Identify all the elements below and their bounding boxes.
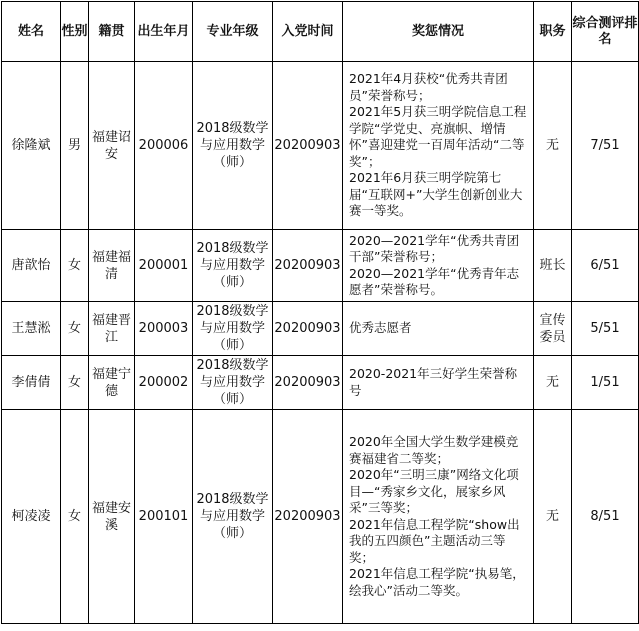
header-major: 专业年级 (193, 2, 273, 62)
table-row (2, 410, 639, 624)
award-item: 2020-2021年三好学生荣誉称号 (349, 366, 518, 398)
cell-major: 2018级数学与应用数学（师） (193, 62, 273, 230)
award-item: 2020—2021学年“优秀青年志愿者”荣誉称号。 (349, 265, 520, 297)
cell-duty: 班长 (534, 230, 572, 302)
cell-awards (343, 410, 534, 624)
cell-name: 徐隆斌 (2, 62, 61, 230)
cell-party: 20200903 (273, 62, 343, 230)
header-awards: 奖惩情况 (343, 2, 534, 62)
table-row (2, 62, 639, 230)
cell-birth: 200002 (135, 356, 193, 410)
cell-awards (343, 62, 534, 230)
cell-major: 2018级数学与应用数学（师） (193, 410, 273, 624)
cell-major: 2018级数学与应用数学（师） (193, 230, 273, 302)
cell-gender: 女 (61, 356, 89, 410)
award-item: 2020—2021学年“优秀共青团干部”荣誉称号； (349, 232, 520, 264)
header-gender: 性别 (61, 2, 89, 62)
table-row (2, 356, 639, 410)
table-row (2, 230, 639, 302)
cell-gender: 女 (61, 230, 89, 302)
cell-rank: 8/51 (572, 410, 639, 624)
award-item: 2021年4月获校“优秀共青团员”荣誉称号； (349, 71, 508, 103)
cell-hometown: 福建福清 (89, 230, 135, 302)
cell-gender: 女 (61, 410, 89, 624)
cell-duty: 宣传委员 (534, 302, 572, 356)
award-item: 2021年6月获三明学院第七届“互联网+”大学生创新创业大赛一等奖。 (349, 170, 523, 219)
award-item: 2021年5月获三明学院信息工程学院“学党史、亮旗帜、增情怀”喜迎建党一百周年活动“二等奖”； (349, 104, 527, 169)
cell-hometown: 福建宁德 (89, 356, 135, 410)
cell-party: 20200903 (273, 230, 343, 302)
cell-party: 20200903 (273, 410, 343, 624)
header-row (2, 2, 639, 62)
cell-birth: 200003 (135, 302, 193, 356)
cell-birth: 200101 (135, 410, 193, 624)
header-rank: 综合测评排名 (572, 2, 639, 62)
cell-rank: 7/51 (572, 62, 639, 230)
award-item: 2020年“三明三康”网络文化项目—“秀家乡文化，展家乡风采”三等奖； (349, 467, 519, 515)
cell-duty: 无 (534, 62, 572, 230)
cell-major: 2018级数学与应用数学（师） (193, 302, 273, 356)
header-birth: 出生年月 (135, 2, 193, 62)
cell-gender: 女 (61, 302, 89, 356)
cell-major: 2018级数学与应用数学（师） (193, 356, 273, 410)
cell-hometown: 福建安溪 (89, 410, 135, 624)
table-row (2, 302, 639, 356)
cell-name: 王慧淞 (2, 302, 61, 356)
cell-awards (343, 230, 534, 302)
cell-hometown: 福建晋江 (89, 302, 135, 356)
cell-duty: 无 (534, 356, 572, 410)
cell-rank: 6/51 (572, 230, 639, 302)
cell-rank: 5/51 (572, 302, 639, 356)
student-awards-table (1, 1, 639, 624)
cell-awards (343, 356, 534, 410)
cell-name: 李倩倩 (2, 356, 61, 410)
award-item: 优秀志愿者 (349, 320, 412, 336)
cell-birth: 200006 (135, 62, 193, 230)
award-item: 2021年信息工程学院“执易笔，绘我心”活动二等奖。 (349, 566, 525, 598)
header-name: 姓名 (2, 2, 61, 62)
cell-awards (343, 302, 534, 356)
award-item: 2020年全国大学生数学建模竞赛福建省二等奖； (349, 434, 519, 466)
cell-birth: 200001 (135, 230, 193, 302)
cell-hometown: 福建诏安 (89, 62, 135, 230)
cell-party: 20200903 (273, 356, 343, 410)
header-hometown: 籍贯 (89, 2, 135, 62)
cell-name: 柯凌凌 (2, 410, 61, 624)
cell-gender: 男 (61, 62, 89, 230)
cell-rank: 1/51 (572, 356, 639, 410)
cell-name: 唐歆怡 (2, 230, 61, 302)
header-duty: 职务 (534, 2, 572, 62)
header-party: 入党时间 (273, 2, 343, 62)
award-item: 2021年信息工程学院“show出我的五四颜色”主题活动三等奖； (349, 516, 520, 565)
cell-party: 20200903 (273, 302, 343, 356)
cell-duty: 无 (534, 410, 572, 624)
